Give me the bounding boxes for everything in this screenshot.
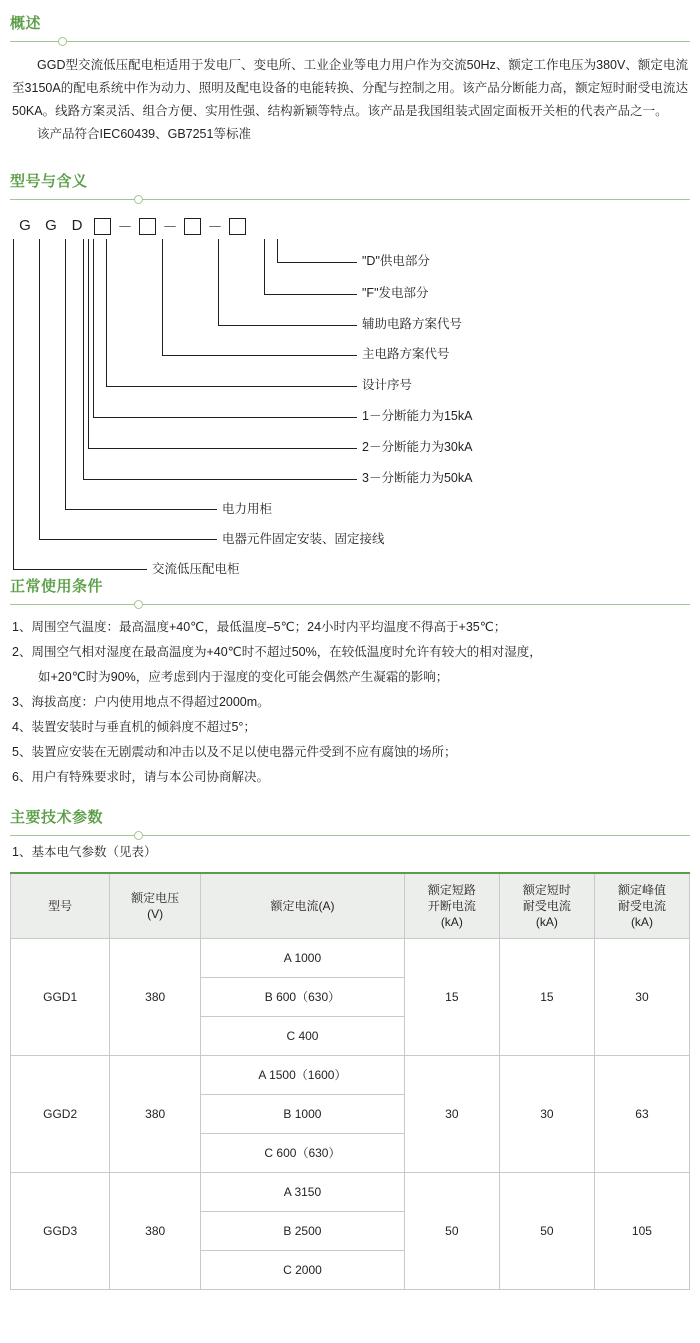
condition-item-4: 4、装置安装时与垂直机的倾斜度不超过5°；	[12, 720, 256, 734]
col-breaking	[404, 873, 499, 939]
cell-breaking-3: 50	[404, 1173, 499, 1290]
cell-voltage-3: 380	[110, 1173, 201, 1290]
spec-table	[10, 872, 690, 1290]
model-label-11: 交流低压配电柜	[152, 562, 240, 576]
model-letter-2: G	[45, 217, 57, 235]
col-breaking-l2: 开断电流	[427, 899, 476, 913]
model-title: 型号与含义	[10, 173, 88, 190]
model-dash-2: －	[162, 219, 178, 236]
model-label-3: 辅助电路方案代号	[362, 317, 463, 331]
conditions-title: 正常使用条件	[10, 578, 104, 595]
model-code-row	[12, 216, 250, 237]
spec-table-wrap	[0, 872, 700, 1290]
model-label-9: 电力用柜	[222, 502, 273, 516]
model-code-diagram	[0, 216, 700, 576]
cell-current-1a: A 1000	[201, 939, 405, 978]
tech-heading	[0, 808, 700, 828]
cell-current-2c: C 600（630）	[201, 1134, 405, 1173]
condition-item-3: 3、海拔高度：户内使用地点不得超过2000m。	[12, 695, 270, 709]
conditions-heading	[0, 577, 700, 597]
cell-model-3: GGD3	[11, 1173, 110, 1290]
conditions-divider	[0, 600, 700, 609]
col-current: 额定电流(A)	[201, 873, 405, 939]
model-box-1	[94, 218, 111, 235]
model-heading	[0, 172, 700, 192]
model-letter-1: G	[19, 217, 31, 235]
overview-title: 概述	[10, 15, 42, 32]
table-row	[11, 939, 690, 978]
conditions-list	[0, 609, 700, 790]
col-shorttime-l1: 额定短时	[522, 883, 571, 897]
col-peak-l1: 额定峰值	[617, 883, 666, 897]
section-tech	[0, 790, 700, 1290]
col-peak	[594, 873, 689, 939]
table-row	[11, 1056, 690, 1095]
cell-current-3b: B 2500	[201, 1212, 405, 1251]
model-label-7: 2－分断能力为30kA	[362, 440, 473, 454]
col-breaking-l3: (kA)	[440, 915, 463, 929]
cell-current-2a: A 1500（1600）	[201, 1056, 405, 1095]
condition-item-2-cont: 如+20℃时为90%，应考虑到内于湿度的变化可能会偶然产生凝霜的影响；	[38, 670, 449, 684]
overview-paragraph-2: 该产品符合IEC60439、GB7251等标准	[37, 127, 251, 141]
table-row	[11, 1173, 690, 1212]
leader-line-11	[13, 239, 147, 570]
condition-item-2: 2、周围空气相对湿度在最高温度为+40℃时不超过50%，在较低温度时允许有较大的相对湿度，	[12, 645, 542, 659]
model-label-6: 1－分断能力为15kA	[362, 409, 473, 423]
col-voltage-l1: 额定电压	[131, 891, 180, 905]
cell-current-2b: B 1000	[201, 1095, 405, 1134]
model-label-4: 主电路方案代号	[362, 347, 450, 361]
col-breaking-l1: 额定短路	[427, 883, 476, 897]
cell-current-1c: C 400	[201, 1017, 405, 1056]
model-label-1: "D"供电部分	[362, 254, 430, 268]
model-label-10: 电器元件固定安装、固定接线	[222, 532, 385, 546]
col-peak-l3: (kA)	[630, 915, 653, 929]
col-voltage-l2: (V)	[147, 907, 164, 921]
condition-item-5: 5、装置应安装在无剧震动和冲击以及不足以使电器元件受到不应有腐蚀的场所；	[12, 745, 457, 759]
model-dash-3: －	[207, 219, 223, 236]
overview-paragraph-1: GGD型交流低压配电柜适用于发电厂、变电所、工业企业等电力用户作为交流50Hz、额定工作电压为380V、额定电流至3150A的配电系统中作为动力、照明及配电设备的电能转换、分配与控制之用。该产品分断能力高，额定短时耐受电流达50KA。线路方案灵活、组合方便、实用性强、结构新颖等特点。该产品是我国组装式固定面板开关柜的代表产品之一。	[12, 58, 688, 118]
tech-title: 主要技术参数	[10, 809, 104, 826]
cell-shorttime-1: 15	[499, 939, 594, 1056]
section-overview	[0, 0, 700, 146]
overview-heading	[0, 14, 700, 34]
cell-model-1: GGD1	[11, 939, 110, 1056]
col-voltage	[110, 873, 201, 939]
cell-voltage-2: 380	[110, 1056, 201, 1173]
section-conditions	[0, 561, 700, 790]
overview-divider	[0, 37, 700, 46]
table-header-row	[11, 873, 690, 939]
col-model: 型号	[11, 873, 110, 939]
overview-body	[0, 46, 700, 146]
model-letter-3: D	[71, 217, 83, 235]
table-body	[11, 939, 690, 1290]
cell-current-1b: B 600（630）	[201, 978, 405, 1017]
cell-shorttime-3: 50	[499, 1173, 594, 1290]
model-dash-1: －	[117, 219, 133, 236]
cell-breaking-2: 30	[404, 1056, 499, 1173]
model-label-2: "F"发电部分	[362, 286, 429, 300]
cell-model-2: GGD2	[11, 1056, 110, 1173]
col-peak-l2: 耐受电流	[617, 899, 666, 913]
cell-breaking-1: 15	[404, 939, 499, 1056]
cell-current-3a: A 3150	[201, 1173, 405, 1212]
model-label-5: 设计序号	[362, 378, 413, 392]
model-box-3	[184, 218, 201, 235]
col-shorttime-l3: (kA)	[535, 915, 558, 929]
cell-current-3c: C 2000	[201, 1251, 405, 1290]
table-caption: 1、基本电气参数（见表）	[12, 845, 157, 859]
condition-item-1: 1、周围空气温度：最高温度+40℃，最低温度–5℃；24小时内平均温度不得高于+35℃；	[12, 620, 507, 634]
model-box-4	[229, 218, 246, 235]
model-label-8: 3－分断能力为50kA	[362, 471, 473, 485]
col-shorttime-l2: 耐受电流	[522, 899, 571, 913]
cell-voltage-1: 380	[110, 939, 201, 1056]
section-model	[0, 146, 700, 576]
col-shorttime	[499, 873, 594, 939]
tech-divider	[0, 831, 700, 840]
cell-peak-1: 30	[594, 939, 689, 1056]
model-divider	[0, 195, 700, 204]
cell-peak-3: 105	[594, 1173, 689, 1290]
condition-item-6: 6、用户有特殊要求时，请与本公司协商解决。	[12, 770, 269, 784]
cell-shorttime-2: 30	[499, 1056, 594, 1173]
cell-peak-2: 63	[594, 1056, 689, 1173]
model-box-2	[139, 218, 156, 235]
